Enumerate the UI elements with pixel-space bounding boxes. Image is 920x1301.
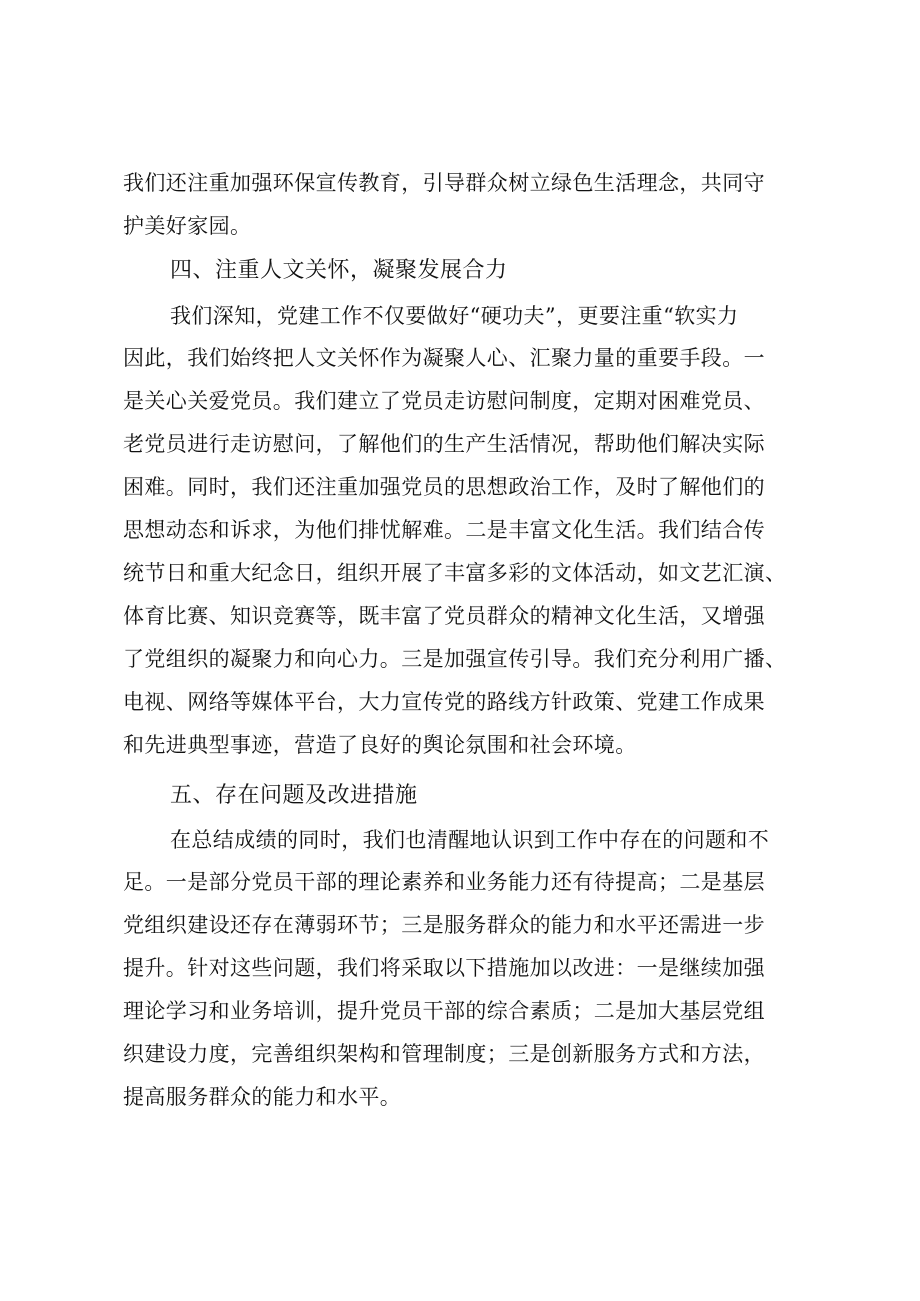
paragraph-line: 党组织建设还存在薄弱环节；三是服务群众的能力和水平还需进一步: [123, 913, 765, 937]
paragraph-line: 护美好家园。: [123, 214, 252, 238]
paragraph-line: 统节日和重大纪念日，组织开展了丰富多彩的文体活动，如文艺汇演、: [123, 561, 787, 585]
paragraph-line: 提高服务群众的能力和水平。: [123, 1085, 402, 1109]
paragraph-line: 提升。针对这些问题，我们将采取以下措施加以改进：一是继续加强: [123, 956, 765, 980]
paragraph-line: 老党员进行走访慰问，了解他们的生产生活情况，帮助他们解决实际: [123, 432, 765, 456]
paragraph-line: 了党组织的凝聚力和向心力。三是加强宣传引导。我们充分利用广播、: [123, 647, 787, 671]
paragraph-line: 体育比赛、知识竞赛等，既丰富了党员群众的精神文化生活，又增强: [123, 604, 765, 628]
paragraph-line: 我们深知，党建工作不仅要做好“硬功夫”，更要注重“软实力: [170, 304, 739, 328]
paragraph-line: 织建设力度，完善组织架构和管理制度；三是创新服务方式和方法，: [123, 1042, 765, 1066]
paragraph-line: 足。一是部分党员干部的理论素养和业务能力还有待提高；二是基层: [123, 870, 765, 894]
paragraph-line: 困难。同时，我们还注重加强党员的思想政治工作，及时了解他们的: [123, 475, 765, 499]
paragraph-line: 和先进典型事迹，营造了良好的舆论氛围和社会环境。: [123, 733, 637, 757]
section-heading-5: 五、存在问题及改进措施: [170, 783, 418, 808]
paragraph-line: 思想动态和诉求，为他们排忧解难。二是丰富文化生活。我们结合传: [123, 518, 765, 542]
paragraph-line: 我们还注重加强环保宣传教育，引导群众树立绿色生活理念，共同守: [123, 171, 765, 195]
paragraph-line: 因此，我们始终把人文关怀作为凝聚人心、汇聚力量的重要手段。一: [123, 346, 765, 370]
paragraph-line: 在总结成绩的同时，我们也清醒地认识到工作中存在的问题和不: [170, 828, 770, 852]
paragraph-line: 电视、网络等媒体平台，大力宣传党的路线方针政策、党建工作成果: [123, 690, 765, 714]
section-heading-4: 四、注重人文关怀，凝聚发展合力: [170, 258, 508, 283]
paragraph-line: 理论学习和业务培训，提升党员干部的综合素质；二是加大基层党组: [123, 999, 765, 1023]
paragraph-line: 是关心关爱党员。我们建立了党员走访慰问制度，定期对困难党员、: [123, 389, 765, 413]
